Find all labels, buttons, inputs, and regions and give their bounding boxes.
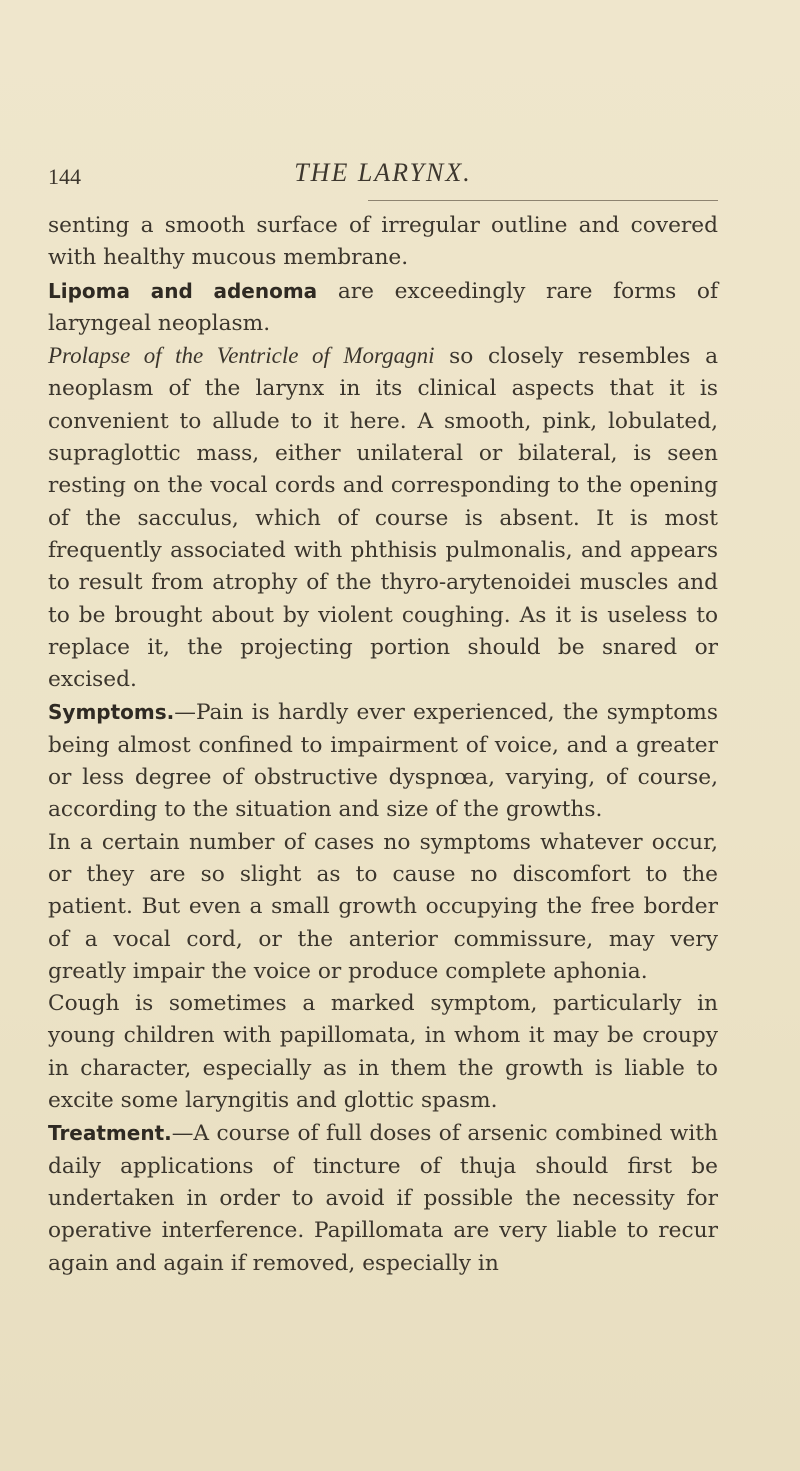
paragraph-lead: Treatment.	[48, 1121, 172, 1146]
paragraph-continuation	[48, 210, 718, 275]
paragraph-text: Cough is sometimes a marked symptom, particularly in young children with papillomata, in whom it may be croupy in character, especially as in them the growth is liable to excite some laryngitis and glottic spasm.	[48, 991, 718, 1114]
paragraph-symptoms	[48, 696, 718, 826]
header-rule	[368, 200, 718, 201]
paragraph-lipoma	[48, 275, 718, 341]
paragraph-text: In a certain number of cases no symptoms whatever occur, or they are so slight as to cause no discomfort to the patient. But even a small growth occupying the free border of a vocal cord, or the anterior commissure, may very greatly impair the voice or produce complete aphonia.	[48, 829, 718, 984]
paragraph-cough	[48, 988, 718, 1117]
paragraph-text: are exceedingly rare forms of laryngeal neoplasm.	[48, 278, 718, 336]
paragraph-cases	[48, 827, 718, 988]
page-header	[48, 158, 718, 198]
paragraph-text: so closely resembles a neoplasm of the larynx in its clinical aspects that it is convenient to allude to it here. A smooth, pink, lobulated, supraglottic mass, either unilateral or bilateral, is seen resting on the vocal cords and corresponding to the opening of the sacculus, which of course is absent. It is most frequently associated with phthisis pulmonalis, and appears to result from atrophy of the thyro-arytenoidei muscles and to be brought about by violent coughing. As it is useless to replace it, the projecting portion should be snared or excised.	[48, 344, 719, 693]
paragraph-text: —Pain is hardly ever experienced, the symptoms being almost confined to impairment of voice, and a greater or less degree of obstructive dyspnœa, varying, of course, according to the situation and size of the growths.	[48, 700, 718, 823]
running-head: THE LARYNX.	[294, 158, 472, 187]
paragraph-text: —A course of full doses of arsenic combined with daily applications of tincture of thuja should first be undertaken in order to avoid if possible the necessity for operative interference. Papillomata are very liable to recur again and again if removed, especially in	[48, 1121, 718, 1276]
paragraph-lead-italic: Prolapse of the Ventricle of Morgagni	[48, 343, 435, 369]
paragraph-lead: Symptoms.	[48, 700, 175, 725]
paragraph-prolapse	[48, 340, 718, 696]
paragraph-treatment	[48, 1117, 718, 1279]
body-text	[48, 210, 718, 1280]
page-number: 144	[48, 164, 81, 189]
paragraph-text: senting a smooth surface of irregular outline and covered with healthy mucous membrane.	[48, 213, 718, 271]
paragraph-lead: Lipoma and adenoma	[48, 278, 318, 303]
